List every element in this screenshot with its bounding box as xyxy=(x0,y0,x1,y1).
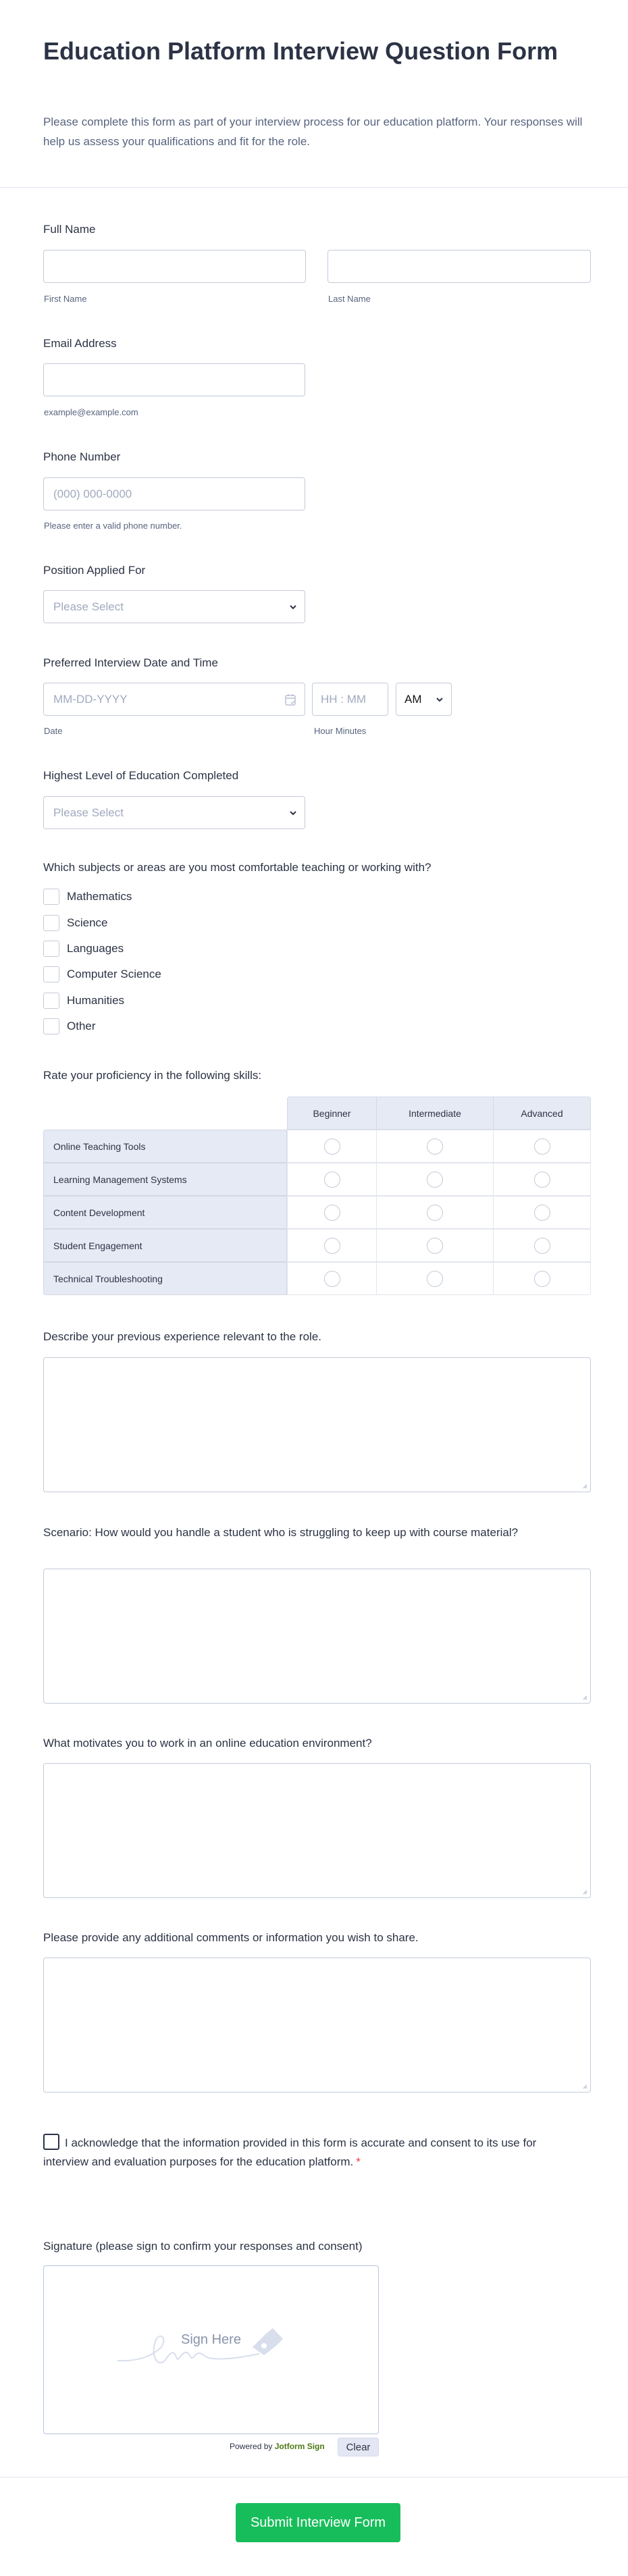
matrix-cell[interactable] xyxy=(493,1130,591,1163)
position-label: Position Applied For xyxy=(43,564,146,577)
matrix-row-label: Content Development xyxy=(43,1196,287,1229)
ampm-select[interactable] xyxy=(396,683,452,716)
acknowledge-text: I acknowledge that the information provided in this form is accurate and consent to its use for interview and evaluation purposes for the education platform. xyxy=(43,2136,537,2168)
radio-online-teaching-tools-beginner[interactable] xyxy=(324,1138,340,1155)
matrix-cell[interactable] xyxy=(493,1163,591,1196)
experience-textarea[interactable] xyxy=(43,1357,591,1492)
radio-technical-troubleshooting-advanced[interactable] xyxy=(534,1271,550,1287)
subject-option-mathematics[interactable] xyxy=(43,889,132,905)
matrix-cell[interactable] xyxy=(376,1130,494,1163)
matrix-cell[interactable] xyxy=(287,1130,377,1163)
position-selected-value: Please Select xyxy=(53,600,124,613)
matrix-cell[interactable] xyxy=(376,1229,494,1262)
matrix-cell[interactable] xyxy=(287,1262,377,1295)
form-title: Education Platform Interview Question Form xyxy=(43,37,558,65)
subjects-label: Which subjects or areas are you most comfortable teaching or working with? xyxy=(43,861,431,874)
calendar-icon[interactable] xyxy=(284,693,296,706)
radio-student-engagement-advanced[interactable] xyxy=(534,1238,550,1254)
radio-online-teaching-tools-advanced[interactable] xyxy=(534,1138,550,1155)
matrix-cell[interactable] xyxy=(376,1196,494,1229)
scenario-textarea[interactable] xyxy=(43,1569,591,1704)
interview-datetime-label: Preferred Interview Date and Time xyxy=(43,656,218,669)
education-selected-value: Please Select xyxy=(53,806,124,819)
option-label: Humanities xyxy=(67,994,125,1007)
date-sublabel: Date xyxy=(44,726,63,736)
required-asterisk: * xyxy=(356,2155,361,2168)
subject-option-science[interactable] xyxy=(43,915,107,931)
acknowledge-field[interactable] xyxy=(43,2134,543,2171)
motivation-label: What motivates you to work in an online education environment? xyxy=(43,1737,372,1750)
matrix-row-label: Technical Troubleshooting xyxy=(43,1262,287,1295)
matrix-cell[interactable] xyxy=(287,1196,377,1229)
radio-content-development-advanced[interactable] xyxy=(534,1205,550,1221)
date-placeholder: MM-DD-YYYY xyxy=(53,693,128,706)
radio-lms-intermediate[interactable] xyxy=(427,1172,443,1188)
matrix-cell[interactable] xyxy=(376,1262,494,1295)
checkbox[interactable] xyxy=(43,993,59,1009)
last-name-sublabel: Last Name xyxy=(328,294,371,304)
comments-label: Please provide any additional comments or information you wish to share. xyxy=(43,1931,419,1944)
radio-student-engagement-beginner[interactable] xyxy=(324,1238,340,1254)
radio-online-teaching-tools-intermediate[interactable] xyxy=(427,1138,443,1155)
matrix-row-label: Student Engagement xyxy=(43,1229,287,1262)
proficiency-label: Rate your proficiency in the following skills: xyxy=(43,1069,262,1082)
option-label: Computer Science xyxy=(67,968,161,980)
checkbox[interactable] xyxy=(43,966,59,982)
subject-option-computer-science[interactable] xyxy=(43,966,161,982)
matrix-cell[interactable] xyxy=(287,1163,377,1196)
full-name-label: Full Name xyxy=(43,223,96,236)
resize-handle-icon[interactable] xyxy=(582,1695,587,1700)
checkbox[interactable] xyxy=(43,889,59,905)
matrix-column-header: Beginner xyxy=(287,1097,377,1130)
header-divider xyxy=(0,187,628,188)
matrix-row-label: Learning Management Systems xyxy=(43,1163,287,1196)
subject-option-languages[interactable] xyxy=(43,941,124,957)
checkbox[interactable] xyxy=(43,1018,59,1034)
subject-option-other[interactable] xyxy=(43,1018,96,1034)
phone-sublabel: Please enter a valid phone number. xyxy=(44,521,182,531)
powered-by xyxy=(230,2442,325,2451)
education-select[interactable] xyxy=(43,796,305,829)
signature-pad[interactable] xyxy=(43,2265,379,2434)
radio-lms-beginner[interactable] xyxy=(324,1172,340,1188)
radio-technical-troubleshooting-beginner[interactable] xyxy=(324,1271,340,1287)
option-label: Science xyxy=(67,916,108,929)
education-label: Highest Level of Education Completed xyxy=(43,769,239,782)
first-name-input[interactable] xyxy=(43,250,306,283)
acknowledge-checkbox[interactable] xyxy=(43,2134,59,2150)
email-sublabel: example@example.com xyxy=(44,407,138,417)
chevron-down-icon xyxy=(435,695,444,704)
first-name-sublabel: First Name xyxy=(44,294,87,304)
checkbox[interactable] xyxy=(43,941,59,957)
phone-label: Phone Number xyxy=(43,450,121,463)
last-name-input[interactable] xyxy=(328,250,591,283)
chevron-down-icon xyxy=(288,808,298,818)
matrix-cell[interactable] xyxy=(376,1163,494,1196)
subject-option-humanities[interactable] xyxy=(43,993,124,1009)
position-select[interactable] xyxy=(43,590,305,623)
option-label: Mathematics xyxy=(67,890,132,903)
radio-content-development-intermediate[interactable] xyxy=(427,1205,443,1221)
resize-handle-icon[interactable] xyxy=(582,2084,587,2089)
phone-input[interactable] xyxy=(43,477,305,510)
matrix-cell[interactable] xyxy=(493,1262,591,1295)
matrix-row-label: Online Teaching Tools xyxy=(43,1130,287,1163)
phone-placeholder: (000) 000-0000 xyxy=(53,488,132,500)
matrix-cell[interactable] xyxy=(287,1229,377,1262)
time-placeholder: HH : MM xyxy=(321,693,367,706)
option-label: Other xyxy=(67,1020,96,1032)
powered-by-text: Powered by xyxy=(230,2442,273,2451)
radio-content-development-beginner[interactable] xyxy=(324,1205,340,1221)
radio-technical-troubleshooting-intermediate[interactable] xyxy=(427,1271,443,1287)
jotform-sign-link[interactable]: Jotform Sign xyxy=(274,2442,325,2451)
comments-textarea[interactable] xyxy=(43,1957,591,2093)
clear-signature-button[interactable]: Clear xyxy=(338,2438,379,2456)
matrix-column-header: Advanced xyxy=(493,1097,591,1130)
matrix-cell[interactable] xyxy=(493,1196,591,1229)
submit-button[interactable]: Submit Interview Form xyxy=(236,2503,400,2542)
email-label: Email Address xyxy=(43,337,117,350)
checkbox[interactable] xyxy=(43,915,59,931)
experience-label: Describe your previous experience relevant to the role. xyxy=(43,1330,321,1343)
matrix-column-header: Intermediate xyxy=(376,1097,494,1130)
form-description: Please complete this form as part of your interview process for our education platform. Your responses will help us assess your qualifications and fit for the role. xyxy=(43,115,583,148)
motivation-textarea[interactable] xyxy=(43,1763,591,1898)
resize-handle-icon[interactable] xyxy=(582,1483,587,1489)
date-input[interactable] xyxy=(43,683,305,716)
time-input[interactable] xyxy=(312,683,388,716)
scenario-label: Scenario: How would you handle a student who is struggling to keep up with course material? xyxy=(43,1526,519,1539)
resize-handle-icon[interactable] xyxy=(582,1889,587,1895)
radio-lms-advanced[interactable] xyxy=(534,1172,550,1188)
chevron-down-icon xyxy=(288,602,298,612)
sign-here-placeholder: Sign Here xyxy=(181,2332,241,2347)
email-input[interactable] xyxy=(43,363,305,396)
ampm-selected-value: AM xyxy=(404,693,422,706)
radio-student-engagement-intermediate[interactable] xyxy=(427,1238,443,1254)
signature-label: Signature (please sign to confirm your responses and consent) xyxy=(43,2240,363,2253)
option-label: Languages xyxy=(67,942,124,955)
matrix-cell[interactable] xyxy=(493,1229,591,1262)
time-sublabel: Hour Minutes xyxy=(314,726,367,736)
